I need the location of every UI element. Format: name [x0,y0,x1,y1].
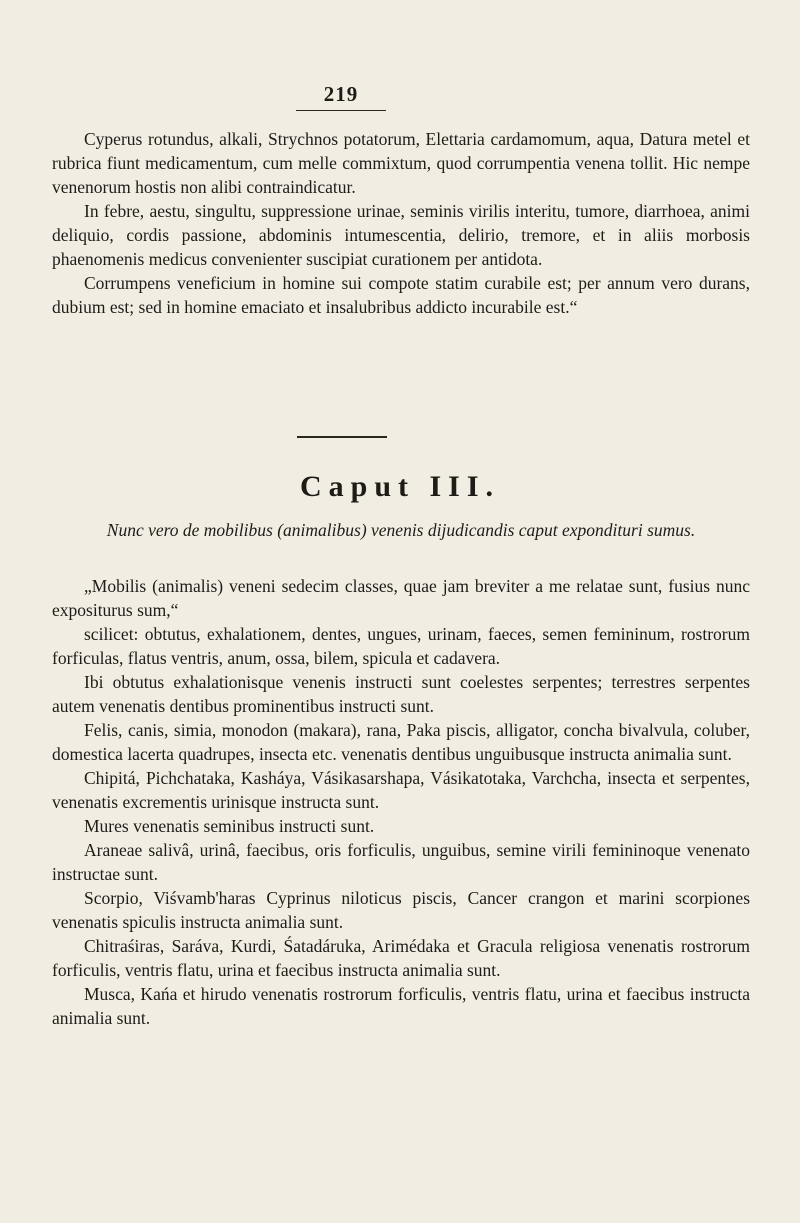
paragraph: Araneae salivâ, urinâ, faecibus, oris forficulis, unguibus, semine virili femininoque venenato instructae sunt. [52,840,750,884]
paragraph: Corrumpens veneficium in homine sui compote statim curabile est; per annum vero durans, dubium est; sed in homine emaciato et insalubribus addicto incurabile est.“ [52,273,750,317]
paragraph: Cyperus rotundus, alkali, Strychnos potatorum, Elettaria cardamomum, aqua, Datura metel et rubrica fiunt medicamentum, cum melle commixtum, quod corrumpentia venena tollit. Hic nempe venenorum hostis non alibi contraindicatur. [52,129,750,197]
paragraph: scilicet: obtutus, exhalationem, dentes, ungues, urinam, faeces, semen femininum, rostrorum forficulas, flatus ventris, anum, ossa, bilem, spicula et cadavera. [52,624,750,668]
paragraph: Scorpio, Viśvamb'haras Cyprinus niloticus piscis, Cancer crangon et marini scorpiones venenatis spiculis instructa animalia sunt. [52,888,750,932]
chapter-title: Caput III. [299,470,501,503]
paragraph: Chipitá, Pichchataka, Kasháya, Vásikasarshapa, Vásikatotaka, Varchcha, insecta et serpentes, venenatis excrementis urinisque instructa sunt. [52,768,750,812]
text-block-top [52,127,750,319]
paragraph: „Mobilis (animalis) veneni sedecim classes, quae jam breviter a me relatae sunt, fusius nunc expositurus sum,“ [52,576,750,620]
paragraph: In febre, aestu, singultu, suppressione urinae, seminis virilis interitu, tumore, diarrhoea, animi deliquio, cordis passione, abdominis intumescentia, delirio, tremore, et in aliis morbosis phaenomenis medicus convenienter suscipiat curationem per antidota. [52,201,750,269]
section-divider [297,436,387,438]
text-block-bottom [52,574,750,1030]
chapter-subtitle: Nunc vero de mobilibus (animalibus) venenis dijudicandis caput expondituri sumus. [106,520,696,540]
page-number-rule [296,110,386,111]
paragraph: Musca, Kańa et hirudo venenatis rostrorum forficulis, ventris flatu, urina et faecibus instructa animalia sunt. [52,984,750,1028]
paragraph: Chitraśiras, Saráva, Kurdi, Śatadáruka, Arimédaka et Gracula religiosa venenatis rostrorum forficulis, ventris flatu, urina et faecibus instructa animalia sunt. [52,936,750,980]
paragraph: Ibi obtutus exhalationisque venenis instructi sunt coelestes serpentes; terrestres serpentes autem venenatis dentibus prominentibus instructi sunt. [52,672,750,716]
paragraph: Mures venenatis seminibus instructi sunt. [84,816,375,836]
paragraph: Felis, canis, simia, monodon (makara), rana, Paka piscis, alligator, concha bivalvula, coluber, domestica lacerta quadrupes, insecta etc. venenatis dentibus unguibusque instructa animalia sunt. [52,720,750,764]
page-number: 219 [323,82,359,106]
